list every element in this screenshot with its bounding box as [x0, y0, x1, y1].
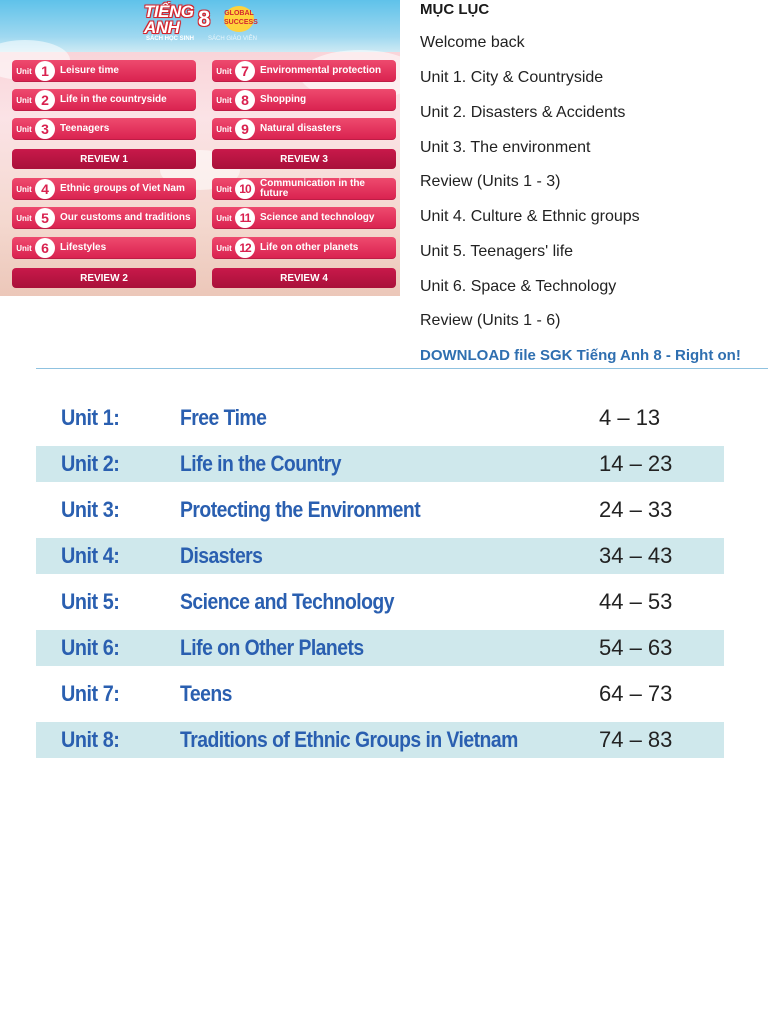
unit-button[interactable]	[12, 89, 196, 111]
book-logo-series: GLOBAL SUCCESS	[224, 6, 254, 32]
row-page-range: 4 – 13	[599, 405, 661, 430]
table-row	[36, 538, 724, 574]
unit-tag-label: Unit	[16, 66, 32, 76]
row-unit-label: Unit 4:	[61, 543, 120, 568]
table-row	[36, 722, 724, 758]
unit-number-badge: 2	[35, 90, 55, 110]
row-page-range: 34 – 43	[599, 543, 673, 568]
review-button[interactable]: REVIEW 4	[212, 268, 396, 288]
row-unit-title: Disasters	[180, 543, 263, 568]
row-unit-label: Unit 7:	[61, 681, 120, 706]
unit-button[interactable]	[12, 207, 196, 229]
row-page-range: 54 – 63	[599, 635, 673, 660]
table-row	[36, 400, 724, 436]
unit-name-label: Environmental protection	[260, 65, 382, 76]
toc-item[interactable]: Unit 3. The environment	[420, 139, 591, 156]
unit-tag-label: Unit	[216, 184, 232, 194]
table-row	[36, 676, 724, 712]
unit-tag-label: Unit	[16, 124, 32, 134]
unit-number-badge: 7	[235, 61, 255, 81]
review-button[interactable]: REVIEW 1	[12, 149, 196, 169]
unit-button[interactable]	[212, 118, 396, 140]
unit-button[interactable]	[212, 237, 396, 259]
toc-item[interactable]: Review (Units 1 - 6)	[420, 312, 561, 329]
unit-number-badge: 10	[235, 179, 255, 199]
row-page-range: 24 – 33	[599, 497, 673, 522]
row-unit-title: Traditions of Ethnic Groups in Vietnam	[180, 727, 518, 752]
table-row	[36, 584, 724, 620]
toc-item[interactable]: Welcome back	[420, 34, 525, 51]
row-unit-label: Unit 1:	[61, 405, 120, 430]
toc-item[interactable]: Unit 2. Disasters & Accidents	[420, 104, 626, 121]
toc-item[interactable]: Unit 4. Culture & Ethnic groups	[420, 208, 640, 225]
unit-name-label: Natural disasters	[260, 123, 342, 134]
unit-tag-label: Unit	[216, 66, 232, 76]
row-unit-label: Unit 2:	[61, 451, 120, 476]
unit-number-badge: 6	[35, 238, 55, 258]
unit-tag-label: Unit	[16, 243, 32, 253]
unit-name-label: Lifestyles	[60, 242, 107, 253]
unit-number-badge: 4	[35, 179, 55, 199]
unit-name-label: Teenagers	[60, 123, 110, 134]
unit-number-badge: 1	[35, 61, 55, 81]
row-unit-title: Teens	[180, 681, 232, 706]
unit-button[interactable]	[212, 89, 396, 111]
unit-tag-label: Unit	[216, 124, 232, 134]
unit-tag-label: Unit	[16, 213, 32, 223]
row-unit-title: Life in the Country	[180, 451, 341, 476]
table-row	[36, 492, 724, 528]
book-cover-image	[0, 0, 400, 296]
unit-number-badge: 5	[35, 208, 55, 228]
unit-name-label: Science and technology	[260, 212, 375, 223]
row-page-range: 14 – 23	[599, 451, 673, 476]
review-button[interactable]: REVIEW 3	[212, 149, 396, 169]
section-divider	[36, 368, 768, 369]
unit-number-badge: 12	[235, 238, 255, 258]
unit-tag-label: Unit	[216, 243, 232, 253]
row-unit-title: Life on Other Planets	[180, 635, 364, 660]
unit-button[interactable]	[212, 207, 396, 229]
unit-number-badge: 8	[235, 90, 255, 110]
book-logo-grade: 8	[198, 6, 211, 31]
row-page-range: 64 – 73	[599, 681, 673, 706]
row-page-range: 74 – 83	[599, 727, 673, 752]
book-logo	[120, 2, 300, 48]
review-button[interactable]: REVIEW 2	[12, 268, 196, 288]
unit-tag-label: Unit	[16, 95, 32, 105]
unit-name-label: Life on other planets	[260, 242, 359, 253]
toc-item[interactable]: Review (Units 1 - 3)	[420, 173, 561, 190]
unit-button[interactable]	[212, 178, 396, 200]
book-logo-title: TIẾNG ANH	[144, 2, 194, 37]
row-unit-label: Unit 3:	[61, 497, 120, 522]
row-unit-label: Unit 8:	[61, 727, 120, 752]
row-unit-label: Unit 6:	[61, 635, 120, 660]
row-unit-title: Protecting the Environment	[180, 497, 421, 522]
unit-number-badge: 3	[35, 119, 55, 139]
row-page-range: 44 – 53	[599, 589, 673, 614]
unit-button[interactable]	[12, 118, 196, 140]
unit-name-label: Life in the countryside	[60, 94, 167, 105]
unit-button[interactable]	[12, 237, 196, 259]
unit-tag-label: Unit	[216, 213, 232, 223]
unit-button[interactable]	[12, 60, 196, 82]
download-link[interactable]: DOWNLOAD file SGK Tiếng Anh 8 - Right on!	[420, 347, 741, 364]
row-unit-title: Free Time	[180, 405, 267, 430]
toc-item[interactable]: Unit 6. Space & Technology	[420, 278, 617, 295]
unit-name-label: Our customs and traditions	[60, 212, 191, 223]
unit-tag-label: Unit	[216, 95, 232, 105]
book-logo-student-book: SÁCH HỌC SINH	[146, 36, 195, 42]
row-unit-title: Science and Technology	[180, 589, 394, 614]
unit-button[interactable]	[12, 178, 196, 200]
toc-heading: MỤC LỤC	[420, 1, 490, 18]
toc-item[interactable]: Unit 5. Teenagers' life	[420, 243, 574, 260]
book-logo-teacher-book: SÁCH GIÁO VIÊN	[208, 36, 258, 42]
unit-number-badge: 11	[235, 208, 255, 228]
unit-name-label: Leisure time	[60, 65, 119, 76]
row-unit-label: Unit 5:	[61, 589, 120, 614]
unit-name-label: Ethnic groups of Viet Nam	[60, 183, 185, 194]
unit-tag-label: Unit	[16, 184, 32, 194]
table-row	[36, 630, 724, 666]
unit-number-badge: 9	[235, 119, 255, 139]
table-row	[36, 446, 724, 482]
toc-item[interactable]: Unit 1. City & Countryside	[420, 69, 604, 86]
unit-name-label: Shopping	[260, 94, 307, 105]
unit-name-label: Communication in the future	[259, 178, 365, 199]
unit-button[interactable]	[212, 60, 396, 82]
